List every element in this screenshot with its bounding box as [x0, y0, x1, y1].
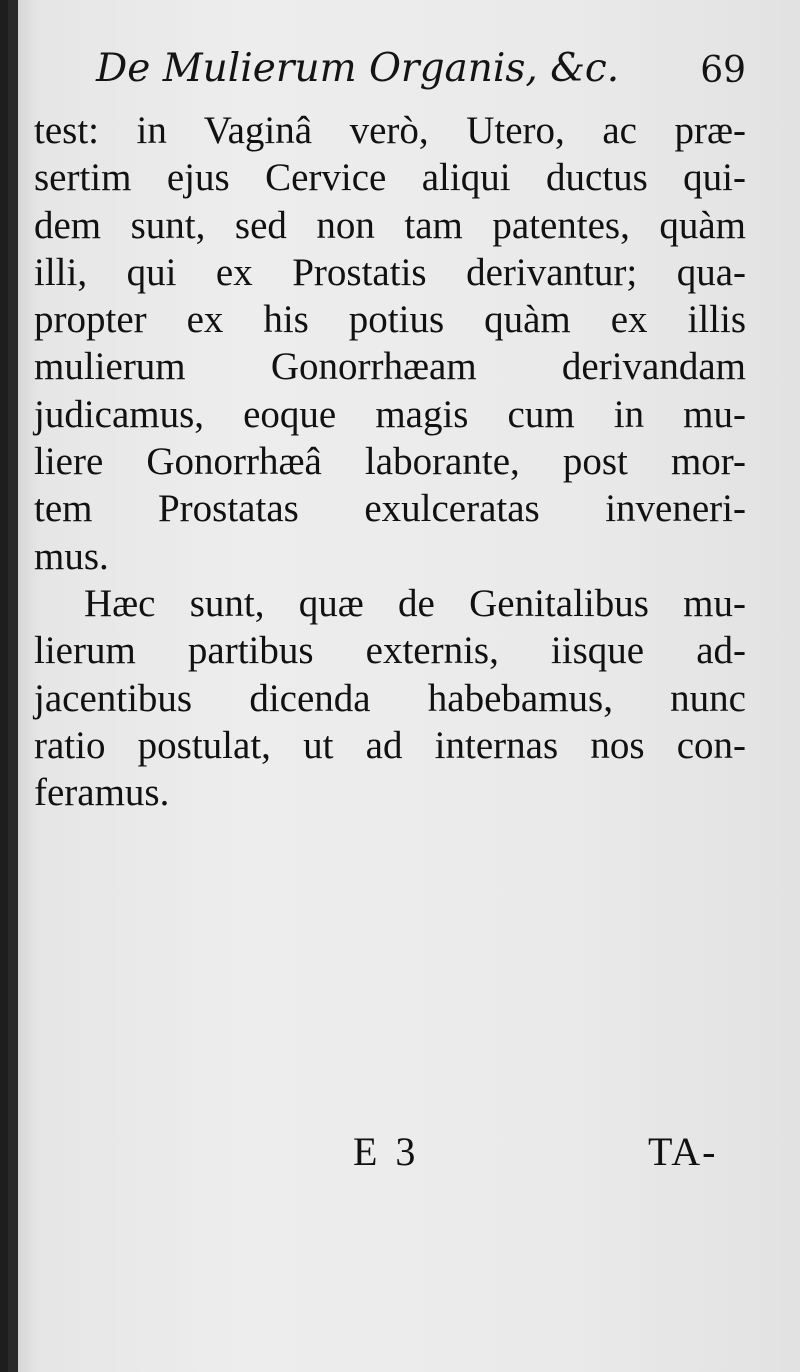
text-line: ratio postulat, ut ad internas nos con-: [34, 723, 746, 767]
text-line: liere Gonorrhæâ laborante, post mor-: [34, 440, 746, 484]
page-number: 69: [700, 50, 746, 91]
page-header: [96, 46, 756, 106]
body-text: [34, 107, 746, 816]
page-footer: [8, 1128, 800, 1188]
text-line: mus.: [34, 534, 109, 578]
text-line: lierum partibus externis, iisque ad-: [34, 629, 746, 673]
catchword: TA-: [648, 1129, 718, 1174]
running-title: De Mulierum Organis, &c.: [96, 46, 620, 91]
text-line: propter ex his potius quàm ex illis: [34, 298, 746, 342]
text-line: illi, qui ex Prostatis derivantur; qua-: [34, 250, 746, 294]
text-line: jacentibus dicenda habebamus, nunc: [34, 676, 746, 720]
text-line: feramus.: [34, 771, 170, 815]
book-page: [8, 0, 800, 1372]
text-line: test: in Vaginâ verò, Utero, ac præ-: [34, 109, 746, 152]
text-line: tem Prostatas exulceratas inveneri-: [34, 487, 746, 531]
paragraph-start-line: Hæc sunt, quæ de Genitalibus mu-: [84, 581, 746, 625]
signature-mark: E 3: [353, 1129, 420, 1174]
text-line: judicamus, eoque magis cum in mu-: [34, 392, 746, 436]
text-line: sertim ejus Cervice aliqui ductus qui-: [34, 156, 746, 200]
text-line: mulierum Gonorrhæam derivandam: [34, 345, 746, 389]
text-line: dem sunt, sed non tam patentes, quàm: [34, 203, 746, 247]
